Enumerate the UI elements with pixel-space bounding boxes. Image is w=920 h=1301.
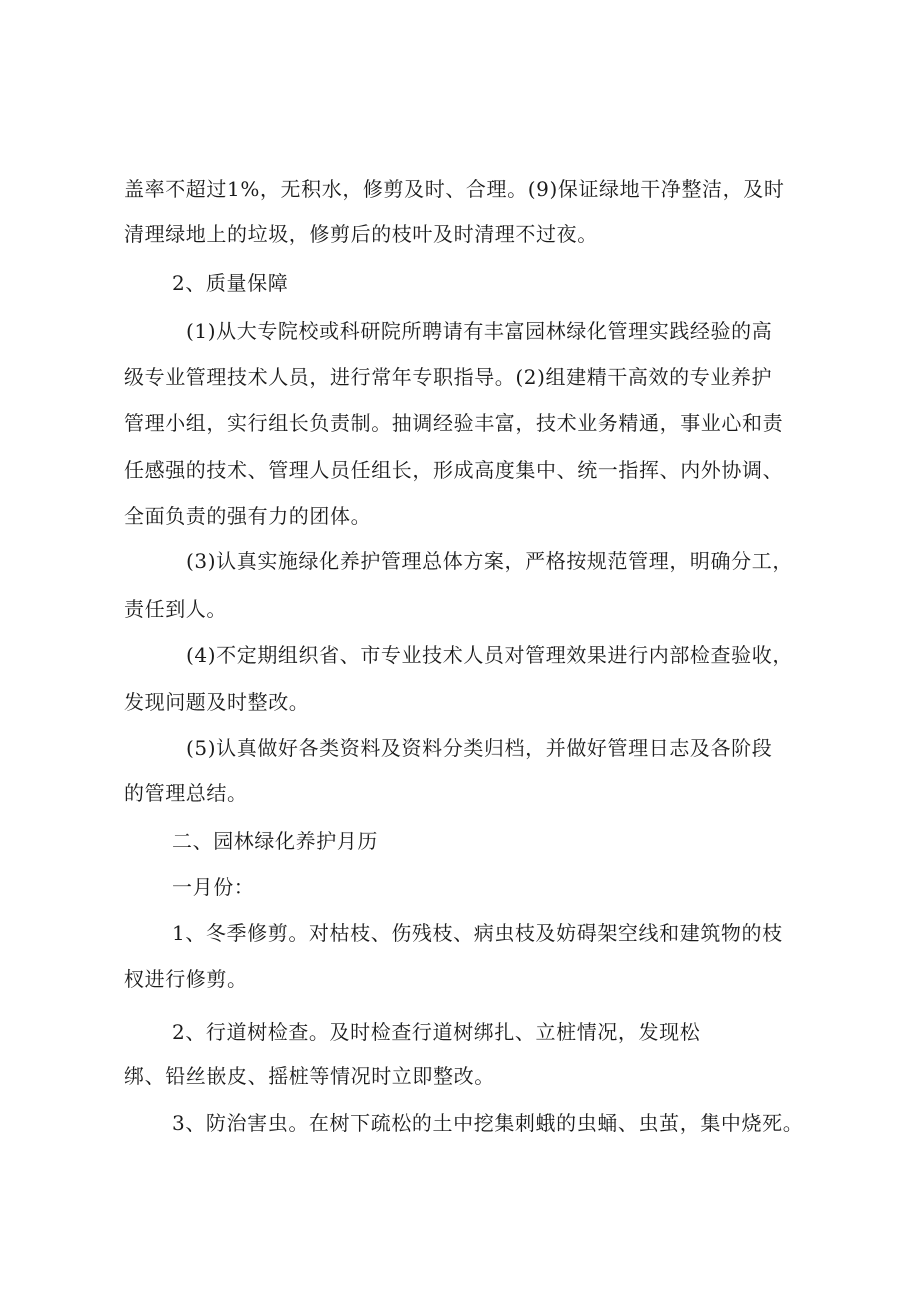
paragraph-line: 绑、铅丝嵌皮、摇桩等情况时立即整改。 xyxy=(124,1064,495,1088)
paragraph-line: (4)不定期组织省、市专业技术人员对管理效果进行内部检查验收， xyxy=(186,643,793,667)
paragraph-line: 的管理总结。 xyxy=(124,781,248,805)
paragraph-line: 级专业管理技术人员，进行常年专职指导。(2)组建精干高效的专业养护 xyxy=(124,365,773,389)
paragraph-line: 3、防治害虫。在树下疏松的土中挖集刺蛾的虫蛹、虫茧，集中烧死。 xyxy=(172,1111,804,1135)
paragraph-line: (1)从大专院校或科研院所聘请有丰富园林绿化管理实践经验的高 xyxy=(186,319,773,343)
paragraph-line: (3)认真实施绿化养护管理总体方案，严格按规范管理，明确分工， xyxy=(186,549,793,573)
paragraph-line: 2、行道树检查。及时检查行道树绑扎、立桩情况，发现松 xyxy=(172,1020,701,1044)
paragraph-line: 任感强的技术、管理人员任组长，形成高度集中、统一指挥、内外协调、 xyxy=(124,458,784,482)
paragraph-line: (5)认真做好各类资料及资料分类归档，并做好管理日志及各阶段 xyxy=(186,736,773,760)
paragraph-line: 责任到人。 xyxy=(124,597,227,621)
subsection-heading: 一月份： xyxy=(172,875,255,899)
paragraph-line: 管理小组，实行组长负责制。抽调经验丰富，技术业务精通，事业心和责 xyxy=(124,411,784,435)
section-heading: 2、质量保障 xyxy=(172,271,289,295)
paragraph-line: 盖率不超过1%，无积水，修剪及时、合理。(9)保证绿地干净整洁，及时 xyxy=(124,177,785,201)
paragraph-line: 发现问题及时整改。 xyxy=(124,690,310,714)
paragraph-line: 全面负责的强有力的团体。 xyxy=(124,504,372,528)
paragraph-line: 清理绿地上的垃圾，修剪后的枝叶及时清理不过夜。 xyxy=(124,222,598,246)
paragraph-line: 杈进行修剪。 xyxy=(124,967,248,991)
section-heading: 二、园林绿化养护月历 xyxy=(172,829,378,853)
paragraph-line: 1、冬季修剪。对枯枝、伤残枝、病虫枝及妨碍架空线和建筑物的枝 xyxy=(172,921,783,945)
